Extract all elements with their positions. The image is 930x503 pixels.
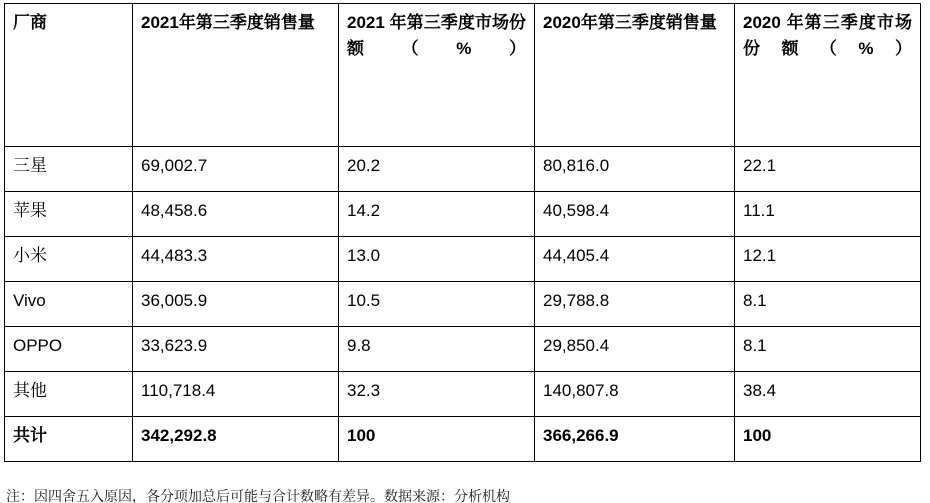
column-header-sales-2021: 2021年第三季度销售量: [133, 4, 339, 147]
cell-share-2021: 14.2: [339, 192, 535, 237]
cell-vendor: 三星: [5, 147, 133, 192]
cell-share-2020: 22.1: [735, 147, 921, 192]
cell-share-2020: 12.1: [735, 237, 921, 282]
vendor-sales-table: [4, 3, 921, 462]
table-footnote: 注：因四舍五入原因，各分项加总后可能与合计数略有差异。数据来源：分析机构: [6, 488, 510, 503]
table-row: [5, 192, 921, 237]
cell-sales-2020: 29,788.8: [535, 282, 735, 327]
cell-sales-2020: 44,405.4: [535, 237, 735, 282]
cell-sales-2021: 33,623.9: [133, 327, 339, 372]
cell-share-2020: 11.1: [735, 192, 921, 237]
cell-share-2021: 10.5: [339, 282, 535, 327]
cell-sales-2020: 366,266.9: [535, 417, 735, 462]
cell-sales-2021: 48,458.6: [133, 192, 339, 237]
table-header-row: [5, 4, 921, 147]
table-row: [5, 327, 921, 372]
cell-sales-2021: 342,292.8: [133, 417, 339, 462]
cell-share-2021: 32.3: [339, 372, 535, 417]
table-row: [5, 282, 921, 327]
cell-sales-2021: 110,718.4: [133, 372, 339, 417]
cell-vendor: 苹果: [5, 192, 133, 237]
cell-share-2020: 100: [735, 417, 921, 462]
table-row: [5, 237, 921, 282]
cell-sales-2021: 69,002.7: [133, 147, 339, 192]
cell-share-2020: 38.4: [735, 372, 921, 417]
cell-share-2020: 8.1: [735, 327, 921, 372]
cell-sales-2021: 44,483.3: [133, 237, 339, 282]
cell-vendor: 共计: [5, 417, 133, 462]
cell-share-2021: 100: [339, 417, 535, 462]
cell-share-2021: 20.2: [339, 147, 535, 192]
cell-share-2021: 9.8: [339, 327, 535, 372]
column-header-share-2021: 2021 年第三季度市场份额（%）: [339, 4, 535, 147]
cell-sales-2021: 36,005.9: [133, 282, 339, 327]
document-page: [0, 3, 930, 503]
table-body: [5, 147, 921, 462]
cell-sales-2020: 29,850.4: [535, 327, 735, 372]
table-row: [5, 147, 921, 192]
column-header-sales-2020: 2020年第三季度销售量: [535, 4, 735, 147]
column-header-share-2020: 2020 年第三季度市场份额（%）: [735, 4, 921, 147]
cell-sales-2020: 40,598.4: [535, 192, 735, 237]
cell-sales-2020: 80,816.0: [535, 147, 735, 192]
cell-share-2020: 8.1: [735, 282, 921, 327]
cell-share-2021: 13.0: [339, 237, 535, 282]
cell-vendor: Vivo: [5, 282, 133, 327]
table-row: [5, 372, 921, 417]
table-row-total: [5, 417, 921, 462]
column-header-vendor: 厂商: [5, 4, 133, 147]
cell-sales-2020: 140,807.8: [535, 372, 735, 417]
table-header: [5, 4, 921, 147]
cell-vendor: OPPO: [5, 327, 133, 372]
cell-vendor: 其他: [5, 372, 133, 417]
cell-vendor: 小米: [5, 237, 133, 282]
